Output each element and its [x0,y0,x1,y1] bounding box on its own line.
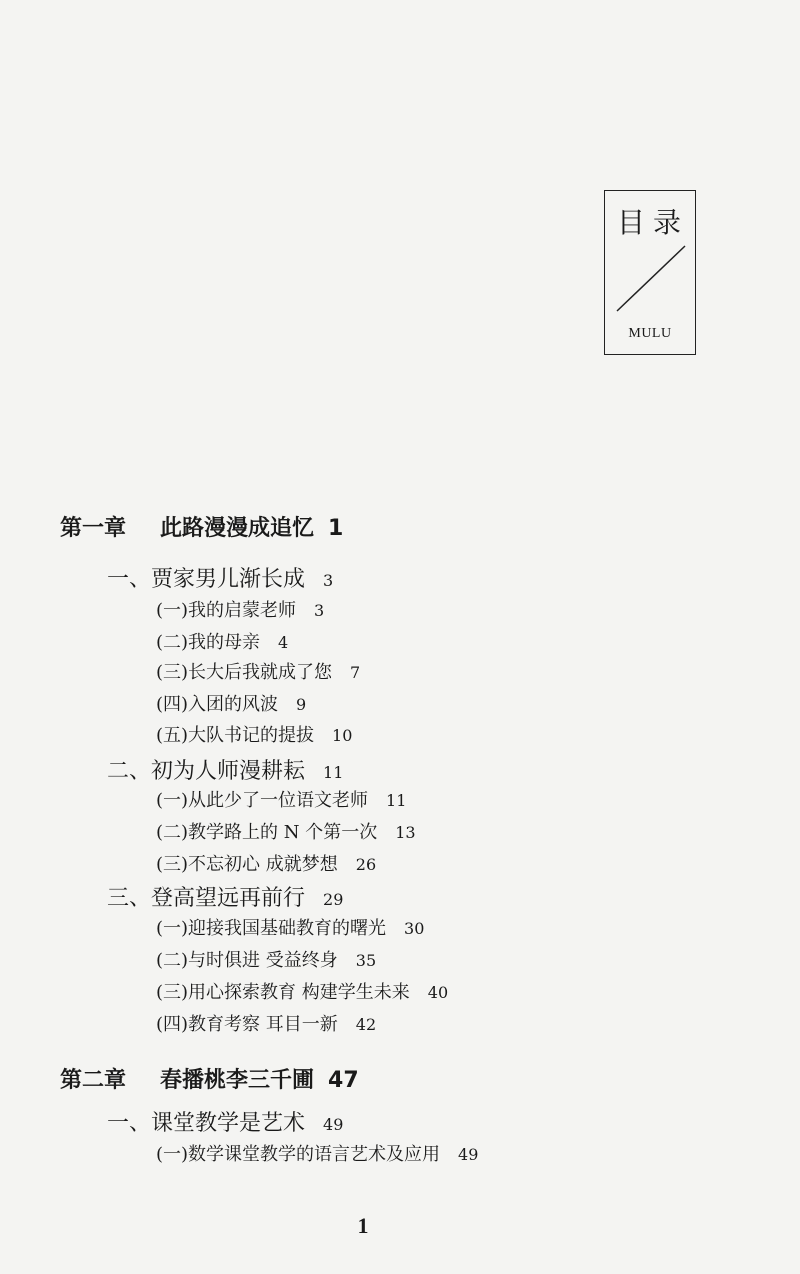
toc-subsection[interactable] [156,978,448,1004]
subsection-title: (一)我的启蒙老师 [156,600,297,621]
toc-subsection[interactable] [156,658,360,684]
page-number: 40 [427,983,449,1002]
subsection-title: (二)我的母亲 [156,632,261,653]
subsection-title: (三)不忘初心 成就梦想 [156,854,338,875]
chapter-title: 春播桃李三千圃 [160,1068,315,1093]
toc-section-3[interactable] [107,881,343,912]
subsection-title: (一)迎接我国基础教育的曙光 [156,918,387,939]
toc-subsection[interactable] [156,690,306,716]
subsection-title: (二)教学路上的 N 个第一次 [156,822,378,843]
page-number: 49 [458,1145,479,1164]
toc-title-chinese: 目录 [616,206,689,239]
toc-subsection[interactable] [156,914,424,940]
toc-subsection[interactable] [156,1140,478,1166]
subsection-title: (三)用心探索教育 构建学生未来 [156,982,410,1003]
toc-section-1[interactable] [107,562,333,593]
page-number: 30 [404,919,425,938]
page-number: 13 [395,823,416,842]
page-number: 26 [355,855,377,874]
subsection-title: (一)从此少了一位语文老师 [156,790,369,811]
subsection-title: (一)数学课堂教学的语言艺术及应用 [156,1144,441,1165]
page-folio-number: 1 [357,1213,369,1238]
section-title: 三、登高望远再前行 [107,886,306,911]
page-number: 47 [328,1068,359,1093]
page-number: 10 [332,726,353,745]
toc-chapter-1[interactable] [60,511,343,542]
toc-subsection[interactable] [156,596,324,622]
toc-subsection[interactable] [156,786,406,812]
page-number: 11 [386,791,407,810]
toc-chapter-2[interactable] [60,1063,359,1094]
page-number: 11 [323,763,344,782]
chapter-title: 此路漫漫成追忆 [160,516,315,541]
page-number: 42 [355,1015,377,1034]
page-number: 1 [328,516,344,541]
chapter-number: 第一章 [60,516,127,541]
chapter-number: 第二章 [60,1068,127,1093]
subsection-title: (四)入团的风波 [156,694,279,715]
page-number: 3 [323,571,334,590]
subsection-title: (五)大队书记的提拔 [156,725,315,746]
section-title: 二、初为人师漫耕耘 [107,759,306,784]
subsection-title: (三)长大后我就成了您 [156,662,333,683]
page-number: 35 [355,951,377,970]
subsection-title: (二)与时俱进 受益终身 [156,950,338,971]
toc-section-4[interactable] [107,1106,343,1137]
page-number: 9 [296,695,307,714]
section-title: 一、课堂教学是艺术 [107,1111,306,1136]
toc-subsection[interactable] [156,628,288,654]
page-number: 7 [350,663,361,682]
page-number: 4 [278,633,289,652]
toc-section-2[interactable] [107,754,343,785]
section-title: 一、贾家男儿渐长成 [107,567,306,592]
toc-subsection[interactable] [156,946,376,972]
toc-subsection[interactable] [156,850,376,876]
subsection-title: (四)教育考察 耳目一新 [156,1014,338,1035]
page-number: 49 [323,1115,344,1134]
toc-subsection[interactable] [156,818,416,844]
toc-title-box [604,190,696,355]
toc-title-pinyin: MULU [628,326,672,341]
toc-subsection[interactable] [156,1010,376,1036]
page-number: 29 [323,890,344,909]
toc-subsection[interactable] [156,721,352,747]
page-number: 3 [314,601,325,620]
